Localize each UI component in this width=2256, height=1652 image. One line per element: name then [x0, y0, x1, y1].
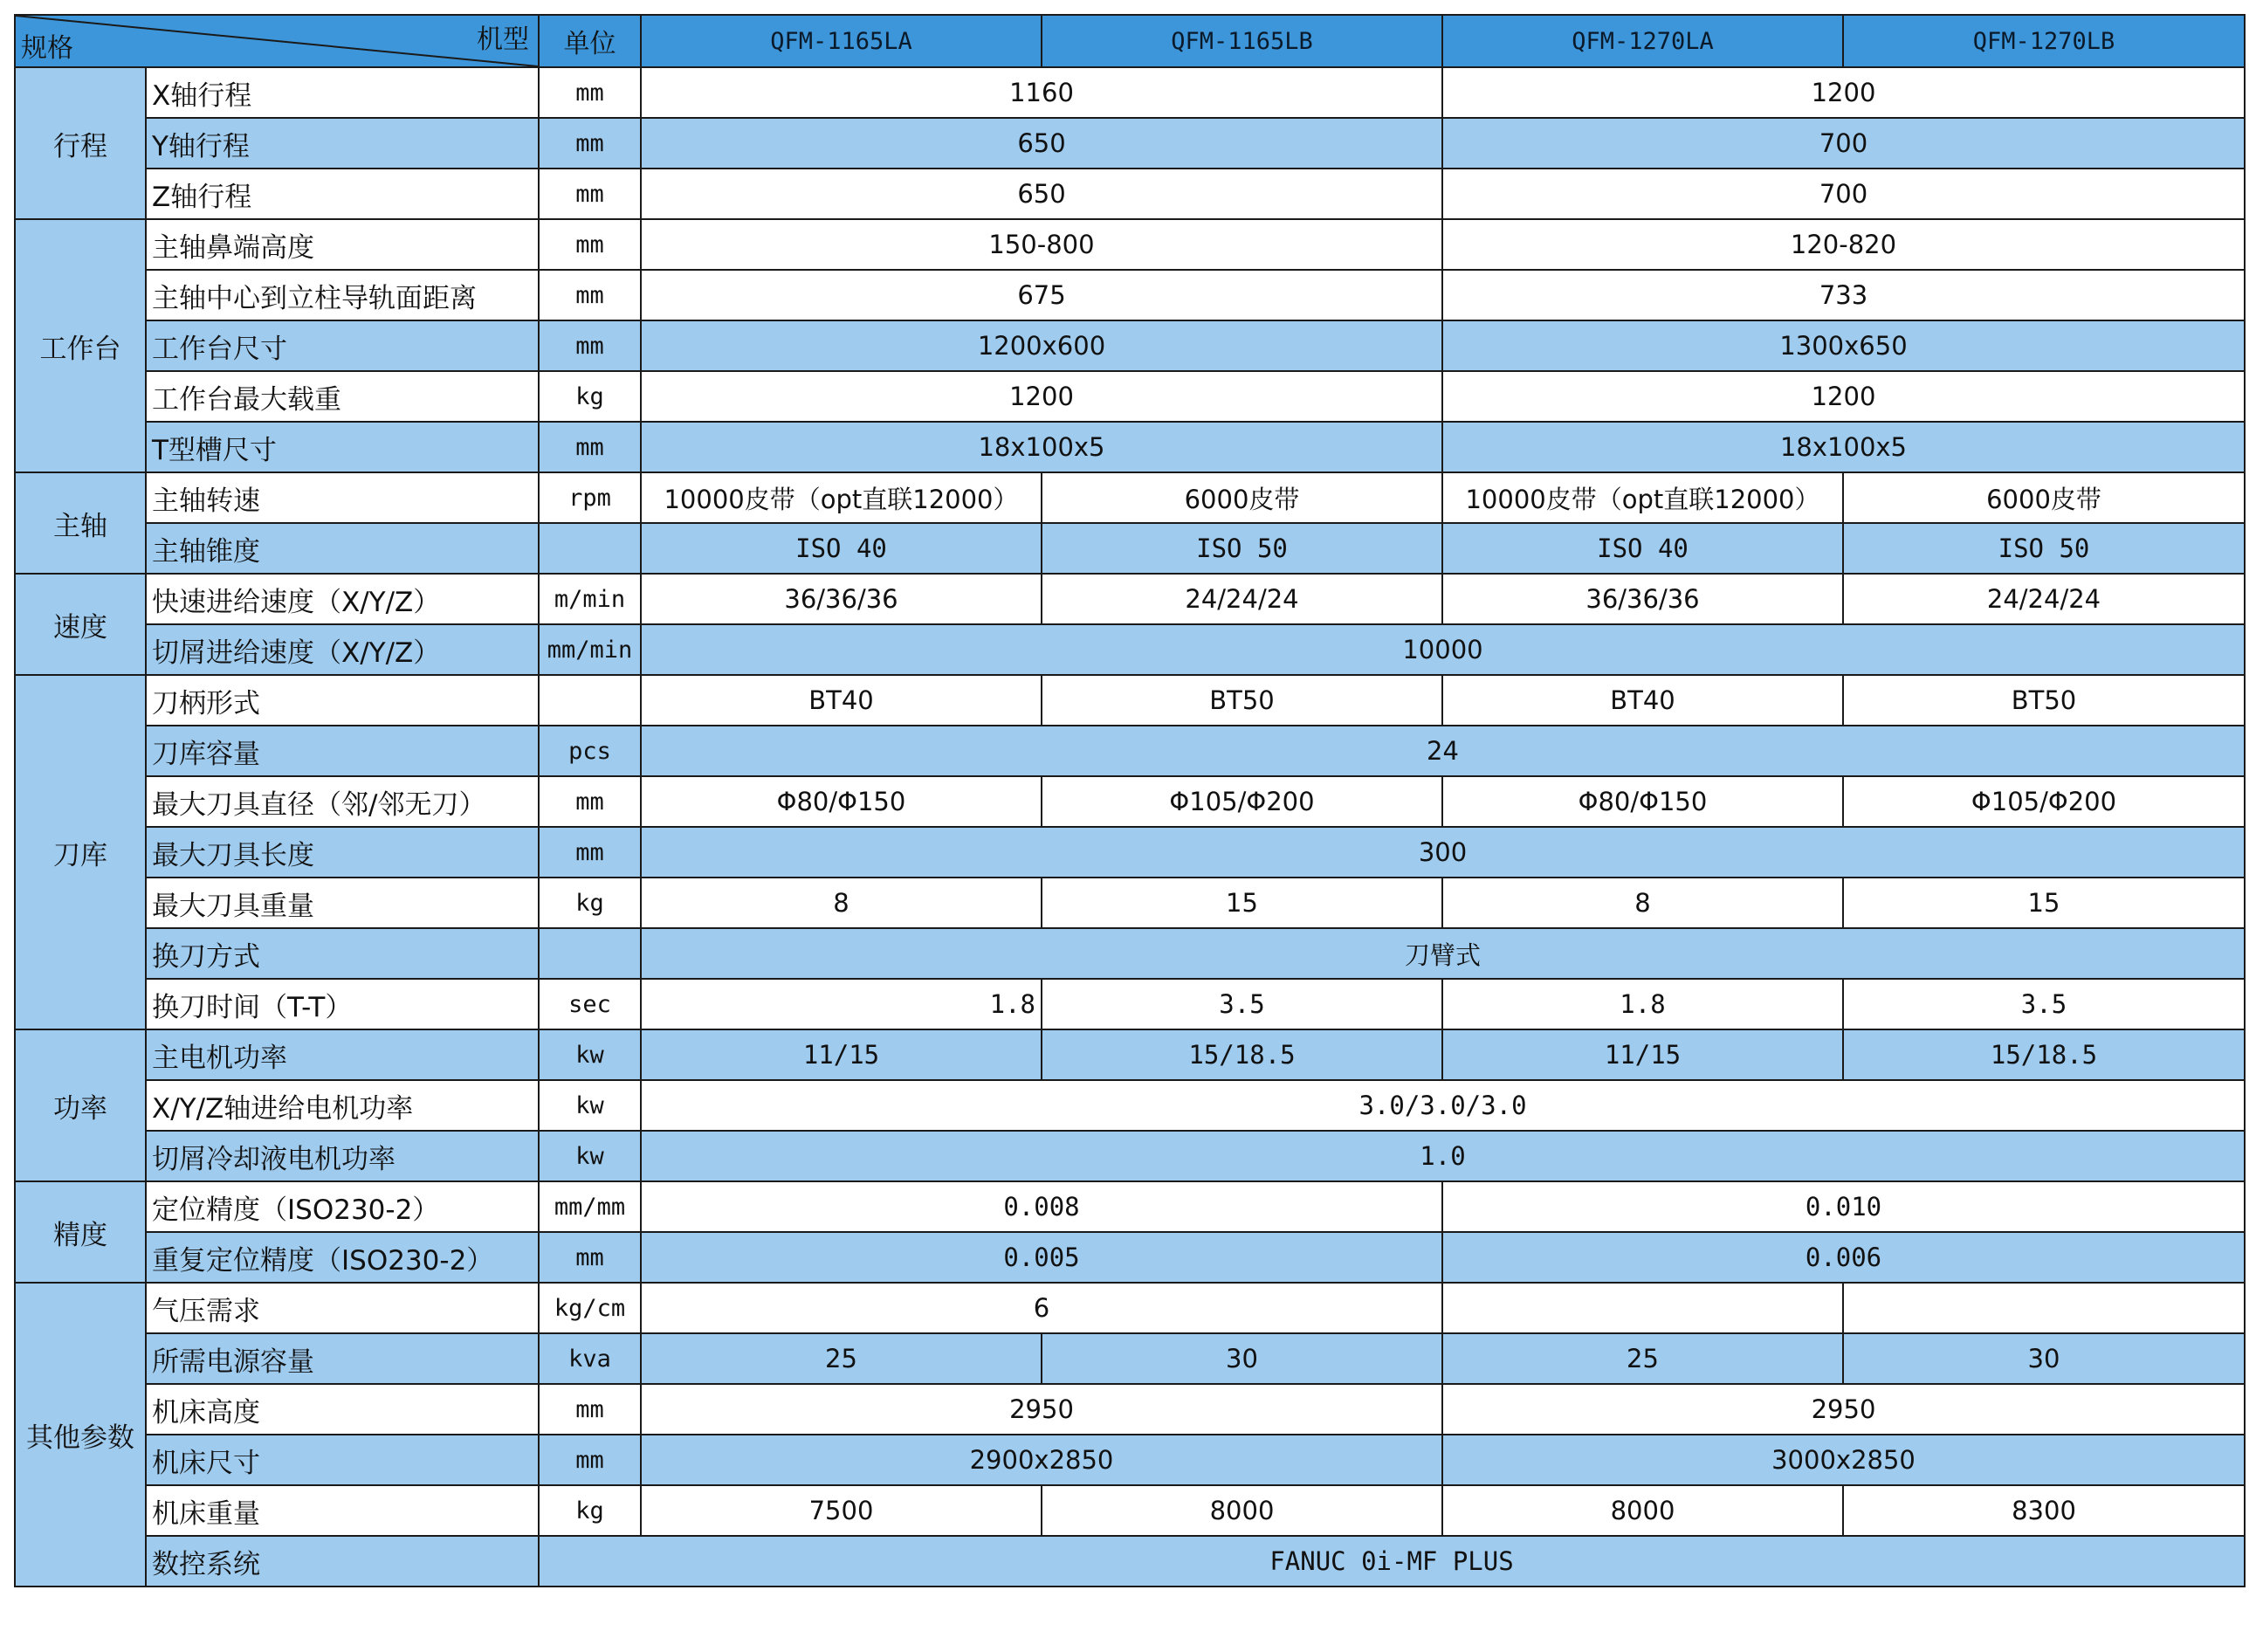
table-row	[15, 675, 2245, 726]
value-cell: ISO 40	[641, 523, 1042, 574]
table-row	[15, 726, 2245, 776]
param-label: Y轴行程	[146, 118, 539, 169]
value-cell: 700	[1442, 169, 2245, 219]
unit-cell: mm	[539, 1232, 641, 1283]
value-cell: 30	[1843, 1333, 2245, 1384]
unit-cell: rpm	[539, 472, 641, 523]
value-cell: 733	[1442, 270, 2245, 320]
table-row	[15, 1131, 2245, 1181]
value-cell: 15	[1042, 878, 1442, 928]
unit-cell	[539, 675, 641, 726]
unit-cell: kg/cm	[539, 1283, 641, 1333]
value-cell: 3.5	[1843, 979, 2245, 1029]
unit-cell: mm	[539, 1384, 641, 1435]
table-row	[15, 371, 2245, 422]
unit-cell: mm/mm	[539, 1181, 641, 1232]
value-cell: 25	[1442, 1333, 1843, 1384]
category-table: 工作台	[15, 219, 146, 472]
unit-cell: kw	[539, 1029, 641, 1080]
param-label: X/Y/Z轴进给电机功率	[146, 1080, 539, 1131]
table-row	[15, 67, 2245, 118]
category-speed: 速度	[15, 574, 146, 675]
unit-cell: kg	[539, 371, 641, 422]
value-cell: 6000皮带	[1843, 472, 2245, 523]
unit-cell: mm	[539, 422, 641, 472]
category-magazine: 刀库	[15, 675, 146, 1029]
table-row	[15, 979, 2245, 1029]
param-label: 所需电源容量	[146, 1333, 539, 1384]
table-row	[15, 827, 2245, 878]
value-cell: 6000皮带	[1042, 472, 1442, 523]
table-row	[15, 1029, 2245, 1080]
value-cell: 24/24/24	[1042, 574, 1442, 624]
model-header: QFM-1165LB	[1042, 15, 1442, 67]
value-cell: 700	[1442, 118, 2245, 169]
value-cell: 2950	[1442, 1384, 2245, 1435]
unit-cell: pcs	[539, 726, 641, 776]
table-row	[15, 270, 2245, 320]
value-cell	[1843, 1283, 2245, 1333]
value-cell: 1.0	[641, 1131, 2245, 1181]
value-cell: 24/24/24	[1843, 574, 2245, 624]
value-cell: 10000皮带（opt直联12000）	[641, 472, 1042, 523]
param-label: 主电机功率	[146, 1029, 539, 1080]
unit-cell: kg	[539, 878, 641, 928]
value-cell: 8	[1442, 878, 1843, 928]
value-cell: Φ105/Φ200	[1843, 776, 2245, 827]
unit-cell: kw	[539, 1131, 641, 1181]
table-row	[15, 472, 2245, 523]
value-cell: 36/36/36	[641, 574, 1042, 624]
value-cell: 120-820	[1442, 219, 2245, 270]
value-cell: 0.006	[1442, 1232, 2245, 1283]
table-row	[15, 1384, 2245, 1435]
value-cell: BT40	[1442, 675, 1843, 726]
model-header: QFM-1270LA	[1442, 15, 1843, 67]
param-label: 主轴鼻端高度	[146, 219, 539, 270]
param-label: Z轴行程	[146, 169, 539, 219]
value-cell: BT50	[1042, 675, 1442, 726]
unit-cell	[539, 928, 641, 979]
table-row	[15, 1536, 2245, 1587]
table-row	[15, 169, 2245, 219]
category-travel: 行程	[15, 67, 146, 219]
value-cell: ISO 40	[1442, 523, 1843, 574]
param-label: 最大刀具直径（邻/邻无刀）	[146, 776, 539, 827]
value-cell	[1442, 1283, 1843, 1333]
value-cell: 11/15	[641, 1029, 1042, 1080]
unit-cell	[539, 523, 641, 574]
value-cell: 1200	[1442, 67, 2245, 118]
param-label: T型槽尺寸	[146, 422, 539, 472]
category-accuracy: 精度	[15, 1181, 146, 1283]
value-cell: 刀臂式	[641, 928, 2245, 979]
spec-table	[14, 14, 2246, 1587]
table-row	[15, 574, 2245, 624]
value-cell: FANUC 0i-MF PLUS	[539, 1536, 2245, 1587]
unit-cell: mm	[539, 270, 641, 320]
value-cell: 3000x2850	[1442, 1435, 2245, 1485]
unit-cell: mm	[539, 1435, 641, 1485]
param-label: X轴行程	[146, 67, 539, 118]
unit-cell: mm	[539, 169, 641, 219]
corner-spec-label: 规格	[21, 33, 73, 64]
param-label: 最大刀具长度	[146, 827, 539, 878]
param-label: 机床高度	[146, 1384, 539, 1435]
value-cell: 675	[641, 270, 1442, 320]
table-row	[15, 1181, 2245, 1232]
category-others: 其他参数	[15, 1283, 146, 1587]
value-cell: 300	[641, 827, 2245, 878]
table-row	[15, 1232, 2245, 1283]
unit-cell: mm/min	[539, 624, 641, 675]
value-cell: 15/18.5	[1042, 1029, 1442, 1080]
value-cell: 1200x600	[641, 320, 1442, 371]
unit-cell: mm	[539, 67, 641, 118]
value-cell: Φ80/Φ150	[641, 776, 1042, 827]
value-cell: 36/36/36	[1442, 574, 1843, 624]
param-label: 数控系统	[146, 1536, 539, 1587]
value-cell: 650	[641, 169, 1442, 219]
value-cell: 3.5	[1042, 979, 1442, 1029]
value-cell: 2900x2850	[641, 1435, 1442, 1485]
value-cell: 8000	[1042, 1485, 1442, 1536]
value-cell: 6	[641, 1283, 1442, 1333]
table-row	[15, 928, 2245, 979]
model-header: QFM-1165LA	[641, 15, 1042, 67]
category-power: 功率	[15, 1029, 146, 1181]
value-cell: Φ80/Φ150	[1442, 776, 1843, 827]
table-row	[15, 624, 2245, 675]
param-label: 最大刀具重量	[146, 878, 539, 928]
model-header: QFM-1270LB	[1843, 15, 2245, 67]
param-label: 主轴转速	[146, 472, 539, 523]
unit-header: 单位	[539, 15, 641, 67]
header-row	[15, 15, 2245, 67]
param-label: 刀柄形式	[146, 675, 539, 726]
param-label: 工作台尺寸	[146, 320, 539, 371]
param-label: 重复定位精度（ISO230-2）	[146, 1232, 539, 1283]
value-cell: 150-800	[641, 219, 1442, 270]
param-label: 快速进给速度（X/Y/Z）	[146, 574, 539, 624]
unit-cell: kg	[539, 1485, 641, 1536]
param-label: 主轴中心到立柱导轨面距离	[146, 270, 539, 320]
corner-model-label: 机型	[477, 24, 529, 55]
value-cell: 15	[1843, 878, 2245, 928]
table-row	[15, 878, 2245, 928]
value-cell: ISO 50	[1042, 523, 1442, 574]
value-cell: 650	[641, 118, 1442, 169]
unit-cell: kw	[539, 1080, 641, 1131]
table-row	[15, 422, 2245, 472]
value-cell: BT40	[641, 675, 1042, 726]
table-row	[15, 1333, 2245, 1384]
unit-cell: mm	[539, 219, 641, 270]
param-label: 切屑冷却液电机功率	[146, 1131, 539, 1181]
value-cell: 1200	[641, 371, 1442, 422]
unit-cell: m/min	[539, 574, 641, 624]
value-cell: 11/15	[1442, 1029, 1843, 1080]
unit-cell: mm	[539, 827, 641, 878]
value-cell: 25	[641, 1333, 1042, 1384]
param-label: 机床尺寸	[146, 1435, 539, 1485]
value-cell: BT50	[1843, 675, 2245, 726]
value-cell: ISO 50	[1843, 523, 2245, 574]
value-cell: 0.008	[641, 1181, 1442, 1232]
param-label: 换刀方式	[146, 928, 539, 979]
corner-cell	[15, 15, 539, 67]
value-cell: 15/18.5	[1843, 1029, 2245, 1080]
param-label: 机床重量	[146, 1485, 539, 1536]
unit-cell: mm	[539, 118, 641, 169]
unit-cell: sec	[539, 979, 641, 1029]
param-label: 换刀时间（T-T）	[146, 979, 539, 1029]
value-cell: 30	[1042, 1333, 1442, 1384]
table-row	[15, 523, 2245, 574]
value-cell: 7500	[641, 1485, 1042, 1536]
value-cell: 8300	[1843, 1485, 2245, 1536]
table-row	[15, 320, 2245, 371]
category-spindle: 主轴	[15, 472, 146, 574]
value-cell: 24	[641, 726, 2245, 776]
table-row	[15, 1485, 2245, 1536]
value-cell: 1300x650	[1442, 320, 2245, 371]
value-cell: 0.010	[1442, 1181, 2245, 1232]
param-label: 主轴锥度	[146, 523, 539, 574]
param-label: 气压需求	[146, 1283, 539, 1333]
table-row	[15, 219, 2245, 270]
table-row	[15, 1283, 2245, 1333]
value-cell: 10000	[641, 624, 2245, 675]
value-cell: 8000	[1442, 1485, 1843, 1536]
param-label: 切屑进给速度（X/Y/Z）	[146, 624, 539, 675]
value-cell: 1.8	[641, 979, 1042, 1029]
value-cell: 0.005	[641, 1232, 1442, 1283]
unit-cell: mm	[539, 776, 641, 827]
value-cell: 18x100x5	[1442, 422, 2245, 472]
value-cell: 10000皮带（opt直联12000）	[1442, 472, 1843, 523]
value-cell: 1.8	[1442, 979, 1843, 1029]
value-cell: 1200	[1442, 371, 2245, 422]
value-cell: 18x100x5	[641, 422, 1442, 472]
unit-cell: mm	[539, 320, 641, 371]
table-row	[15, 776, 2245, 827]
value-cell: 3.0/3.0/3.0	[641, 1080, 2245, 1131]
value-cell: 1160	[641, 67, 1442, 118]
table-row	[15, 118, 2245, 169]
value-cell: Φ105/Φ200	[1042, 776, 1442, 827]
table-row	[15, 1080, 2245, 1131]
param-label: 工作台最大载重	[146, 371, 539, 422]
value-cell: 8	[641, 878, 1042, 928]
param-label: 定位精度（ISO230-2）	[146, 1181, 539, 1232]
param-label: 刀库容量	[146, 726, 539, 776]
value-cell: 2950	[641, 1384, 1442, 1435]
unit-cell: kva	[539, 1333, 641, 1384]
table-row	[15, 1435, 2245, 1485]
